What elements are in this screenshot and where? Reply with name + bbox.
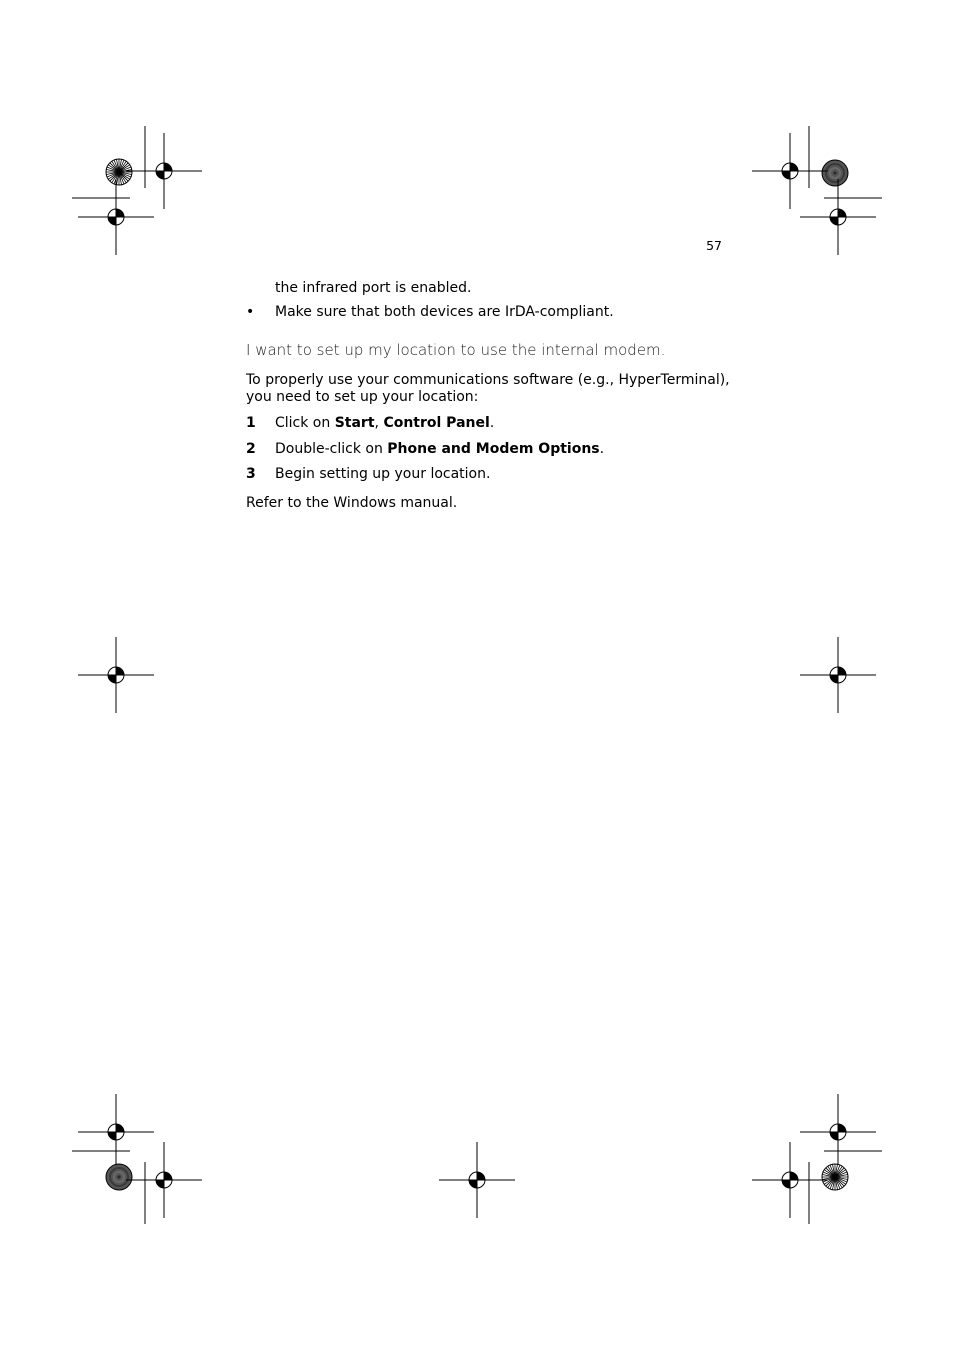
step-text bbox=[275, 415, 494, 432]
step-separator: , bbox=[374, 415, 384, 431]
step-text-suffix: . bbox=[489, 415, 495, 431]
crosshair-mark-middle-left bbox=[78, 637, 154, 713]
step-text-prefix: Double-click on bbox=[275, 441, 388, 457]
page-number: 57 bbox=[706, 238, 722, 253]
crosshair-mark-top-left-1 bbox=[126, 133, 202, 209]
starburst-mark-top-left bbox=[106, 159, 132, 185]
step-number: 2 bbox=[246, 441, 256, 457]
intro-line-2: you need to set up your location: bbox=[246, 389, 479, 405]
section-heading: I want to set up my location to use the internal modem. bbox=[246, 341, 666, 359]
crosshair-mark-top-left-2 bbox=[78, 179, 154, 255]
crosshair-mark-top-right-2 bbox=[800, 179, 876, 255]
bullet-item: Make sure that both devices are IrDA-compliant. bbox=[275, 304, 614, 320]
starburst-mark-bottom-right bbox=[822, 1164, 848, 1190]
crosshair-mark-middle-right bbox=[800, 637, 876, 713]
step-bold-phone-modem-options: Phone and Modem Options bbox=[387, 441, 600, 457]
step-number: 1 bbox=[246, 415, 256, 431]
crosshair-mark-bottom-right-1 bbox=[800, 1094, 876, 1170]
crosshair-mark-bottom-left-2 bbox=[126, 1142, 202, 1218]
step-number: 3 bbox=[246, 466, 256, 482]
gray-disc-mark-top-right bbox=[822, 160, 848, 186]
step-text-suffix: . bbox=[599, 441, 605, 457]
bullet-dot-icon: • bbox=[246, 304, 255, 320]
intro-line-1: To properly use your communications software (e.g., HyperTerminal), bbox=[246, 372, 730, 388]
closing-note: Refer to the Windows manual. bbox=[246, 495, 458, 511]
crosshair-mark-bottom-left-1 bbox=[78, 1094, 154, 1170]
step-text bbox=[275, 441, 604, 458]
crosshair-mark-bottom-center bbox=[439, 1142, 515, 1218]
step-text: Begin setting up your location. bbox=[275, 466, 491, 482]
crosshair-mark-top-right-1 bbox=[752, 133, 828, 209]
step-bold-start: Start bbox=[334, 415, 375, 431]
step-text-prefix: Click on bbox=[275, 415, 335, 431]
gray-disc-mark-bottom-left bbox=[106, 1164, 132, 1190]
crosshair-mark-bottom-right-2 bbox=[752, 1142, 828, 1218]
continuation-line: the infrared port is enabled. bbox=[275, 280, 472, 296]
step-bold-control-panel: Control Panel bbox=[383, 415, 490, 431]
